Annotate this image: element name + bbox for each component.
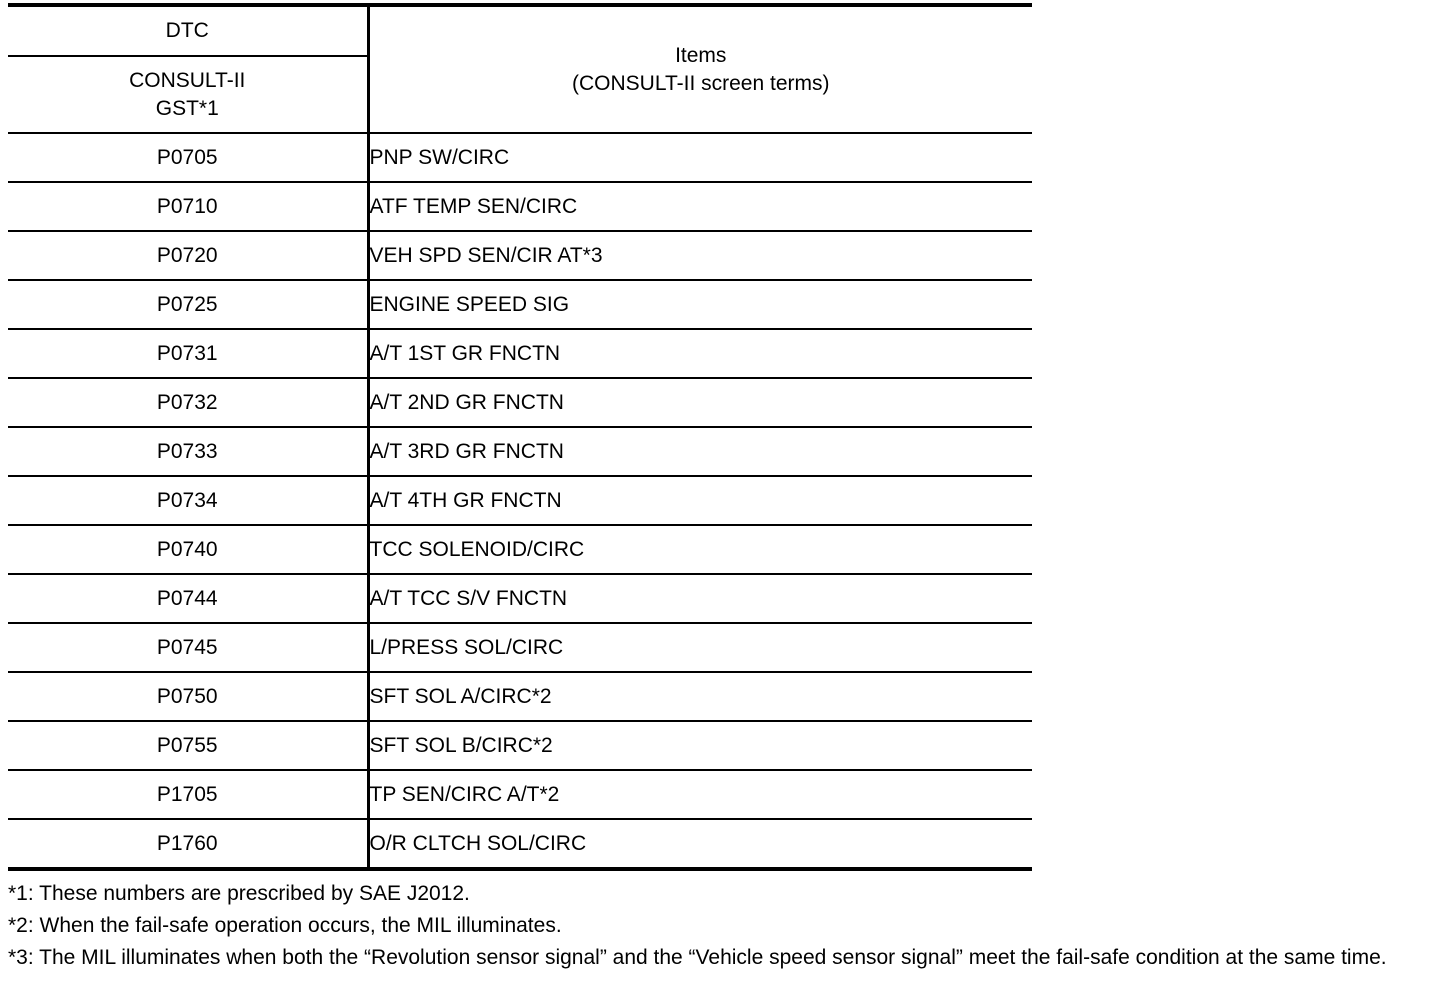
dtc-code: P0744 <box>8 574 368 623</box>
table-row <box>8 623 1032 672</box>
dtc-item: A/T 3RD GR FNCTN <box>368 427 1032 476</box>
dtc-code: P0734 <box>8 476 368 525</box>
dtc-item: A/T TCC S/V FNCTN <box>368 574 1032 623</box>
dtc-code: P1760 <box>8 819 368 869</box>
dtc-code: P0705 <box>8 133 368 182</box>
table-row <box>8 329 1032 378</box>
header-items-title: Items <box>675 43 727 67</box>
dtc-code: P0725 <box>8 280 368 329</box>
table-row <box>8 427 1032 476</box>
footnote: *2: When the fail-safe operation occurs, the MIL illuminates. <box>8 914 562 937</box>
header-consult-gst <box>8 56 368 133</box>
dtc-item: PNP SW/CIRC <box>368 133 1032 182</box>
dtc-code: P0732 <box>8 378 368 427</box>
dtc-item: A/T 2ND GR FNCTN <box>368 378 1032 427</box>
table-row <box>8 280 1032 329</box>
table-row <box>8 819 1032 869</box>
header-items <box>368 5 1032 133</box>
table-row <box>8 476 1032 525</box>
table-row <box>8 672 1032 721</box>
dtc-code: P0720 <box>8 231 368 280</box>
dtc-code: P0710 <box>8 182 368 231</box>
table-row <box>8 770 1032 819</box>
dtc-code: P0750 <box>8 672 368 721</box>
table-header <box>8 5 1032 133</box>
dtc-code: P0740 <box>8 525 368 574</box>
table-row <box>8 525 1032 574</box>
dtc-item: VEH SPD SEN/CIR AT*3 <box>368 231 1032 280</box>
dtc-item: ATF TEMP SEN/CIRC <box>368 182 1032 231</box>
dtc-item: TP SEN/CIRC A/T*2 <box>368 770 1032 819</box>
dtc-item: A/T 4TH GR FNCTN <box>368 476 1032 525</box>
dtc-code: P0733 <box>8 427 368 476</box>
dtc-code: P1705 <box>8 770 368 819</box>
dtc-code: P0731 <box>8 329 368 378</box>
dtc-item: ENGINE SPEED SIG <box>368 280 1032 329</box>
footnotes <box>8 881 1423 977</box>
dtc-item: SFT SOL B/CIRC*2 <box>368 721 1032 770</box>
footnote: *1: These numbers are prescribed by SAE J2012. <box>8 882 470 905</box>
dtc-item: SFT SOL A/CIRC*2 <box>368 672 1032 721</box>
dtc-item: A/T 1ST GR FNCTN <box>368 329 1032 378</box>
dtc-item: TCC SOLENOID/CIRC <box>368 525 1032 574</box>
header-items-subtitle: (CONSULT-II screen terms) <box>572 71 830 95</box>
dtc-code: P0745 <box>8 623 368 672</box>
table-row <box>8 182 1032 231</box>
dtc-item: L/PRESS SOL/CIRC <box>368 623 1032 672</box>
header-gst: GST*1 <box>155 96 219 120</box>
header-dtc: DTC <box>8 5 368 56</box>
dtc-table <box>8 3 1032 871</box>
header-consult: CONSULT-II <box>129 68 246 92</box>
dtc-item: O/R CLTCH SOL/CIRC <box>369 831 587 855</box>
table-row <box>8 574 1032 623</box>
dtc-code: P0755 <box>8 721 368 770</box>
table-row <box>8 378 1032 427</box>
table-body <box>8 133 1032 869</box>
table-row <box>8 721 1032 770</box>
table-row <box>8 231 1032 280</box>
footnote: *3: The MIL illuminates when both the “Revolution sensor signal” and the “Vehicle speed sensor signal” meet the fail-safe condition at the same time. <box>8 946 1387 969</box>
table-row <box>8 133 1032 182</box>
